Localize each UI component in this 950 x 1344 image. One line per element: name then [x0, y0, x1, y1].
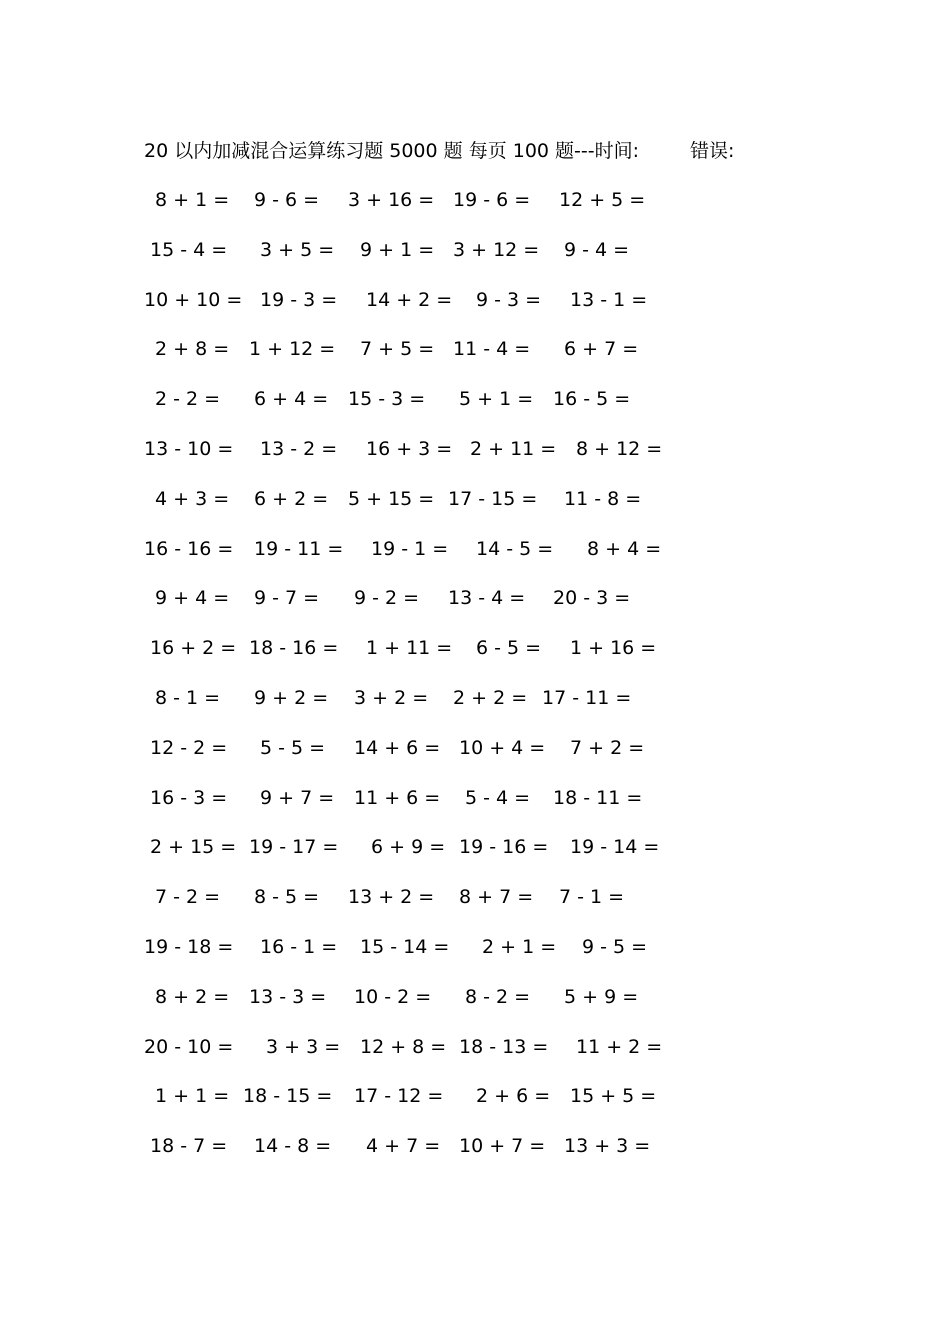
worksheet-title: 20 以内加减混合运算练习题 5000 题 每页 100 题---时间: [144, 140, 640, 162]
problem-item: 12 + 8 = [360, 1035, 447, 1058]
problem-item: 8 - 5 = [254, 886, 320, 909]
problem-item: 19 - 18 = [144, 935, 234, 958]
problem-item: 11 + 2 = [576, 1035, 663, 1058]
problem-row [0, 583, 950, 633]
problem-item: 15 - 4 = [150, 238, 228, 261]
problem-item: 18 - 7 = [150, 1135, 228, 1158]
problem-item: 2 + 15 = [150, 836, 237, 859]
problem-row [0, 1032, 950, 1082]
problem-item: 9 - 7 = [254, 587, 320, 610]
problem-item: 3 + 16 = [348, 189, 435, 211]
problem-item: 3 + 3 = [266, 1035, 341, 1058]
problem-item: 8 + 7 = [459, 886, 534, 909]
problem-item: 5 + 9 = [564, 985, 639, 1008]
problem-item: 5 + 15 = [348, 487, 435, 510]
problem-row [0, 534, 950, 584]
problem-item: 1 + 16 = [570, 637, 657, 660]
problem-item: 18 - 16 = [249, 637, 339, 660]
problem-item: 10 + 4 = [459, 736, 546, 759]
problem-row [0, 683, 950, 733]
problem-row [0, 783, 950, 833]
problem-item: 9 - 2 = [354, 587, 420, 610]
problem-item: 8 + 1 = [155, 189, 230, 211]
problem-item: 4 + 3 = [155, 487, 230, 510]
problem-item: 10 + 10 = [144, 288, 243, 311]
problem-item: 15 - 3 = [348, 388, 426, 411]
problem-item: 5 + 1 = [459, 388, 534, 411]
problem-item: 15 - 14 = [360, 935, 450, 958]
problem-item: 13 - 2 = [260, 437, 338, 460]
problem-item: 9 + 4 = [155, 587, 230, 610]
problem-item: 17 - 15 = [448, 487, 538, 510]
problem-item: 1 + 12 = [249, 338, 336, 361]
problem-row [0, 384, 950, 434]
problem-row [0, 185, 950, 235]
problem-row [0, 484, 950, 534]
problem-item: 6 + 4 = [254, 388, 329, 411]
problem-grid [0, 185, 950, 1181]
problem-item: 2 + 2 = [453, 686, 528, 709]
problem-item: 2 + 8 = [155, 338, 230, 361]
worksheet-header [144, 136, 784, 166]
problem-item: 11 + 6 = [354, 786, 441, 809]
problem-item: 14 + 6 = [354, 736, 441, 759]
problem-row [0, 434, 950, 484]
problem-item: 1 + 1 = [155, 1085, 230, 1108]
problem-item: 9 - 4 = [564, 238, 630, 261]
problem-row [0, 235, 950, 285]
problem-row [0, 285, 950, 335]
problem-item: 6 + 7 = [564, 338, 639, 361]
problem-item: 9 - 5 = [582, 935, 648, 958]
problem-row [0, 882, 950, 932]
problem-item: 13 + 3 = [564, 1135, 651, 1158]
problem-item: 18 - 15 = [243, 1085, 333, 1108]
problem-item: 8 + 2 = [155, 985, 230, 1008]
problem-item: 8 + 4 = [587, 537, 662, 560]
problem-item: 16 - 5 = [553, 388, 631, 411]
problem-item: 20 - 3 = [553, 587, 631, 610]
problem-item: 7 + 5 = [360, 338, 435, 361]
problem-item: 16 - 3 = [150, 786, 228, 809]
problem-item: 9 + 2 = [254, 686, 329, 709]
problem-row [0, 982, 950, 1032]
problem-row [0, 334, 950, 384]
problem-item: 3 + 2 = [354, 686, 429, 709]
problem-item: 5 - 5 = [260, 736, 326, 759]
problem-item: 9 - 6 = [254, 189, 320, 211]
problem-row [0, 1131, 950, 1181]
problem-item: 5 - 4 = [465, 786, 531, 809]
problem-item: 10 + 7 = [459, 1135, 546, 1158]
problem-item: 14 - 5 = [476, 537, 554, 560]
problem-item: 2 + 6 = [476, 1085, 551, 1108]
problem-item: 19 - 17 = [249, 836, 339, 859]
problem-item: 13 - 3 = [249, 985, 327, 1008]
problem-item: 1 + 11 = [366, 637, 453, 660]
problem-item: 6 - 5 = [476, 637, 542, 660]
problem-item: 20 - 10 = [144, 1035, 234, 1058]
problem-item: 19 - 16 = [459, 836, 549, 859]
problem-item: 19 - 14 = [570, 836, 660, 859]
problem-item: 12 + 5 = [559, 189, 646, 211]
errors-label: 错误: [690, 140, 735, 162]
problem-item: 18 - 11 = [553, 786, 643, 809]
problem-row [0, 633, 950, 683]
problem-row [0, 733, 950, 783]
problem-item: 9 + 7 = [260, 786, 335, 809]
problem-item: 19 - 3 = [260, 288, 338, 311]
problem-item: 13 - 4 = [448, 587, 526, 610]
problem-row [0, 932, 950, 982]
problem-item: 6 + 2 = [254, 487, 329, 510]
problem-item: 10 - 2 = [354, 985, 432, 1008]
problem-item: 8 - 1 = [155, 686, 221, 709]
problem-item: 14 + 2 = [366, 288, 453, 311]
problem-item: 11 - 4 = [453, 338, 531, 361]
problem-item: 7 + 2 = [570, 736, 645, 759]
problem-item: 2 + 11 = [470, 437, 557, 460]
problem-item: 12 - 2 = [150, 736, 228, 759]
problem-item: 6 + 9 = [371, 836, 446, 859]
problem-item: 7 - 2 = [155, 886, 221, 909]
problem-item: 19 - 1 = [371, 537, 449, 560]
problem-item: 18 - 13 = [459, 1035, 549, 1058]
problem-item: 13 + 2 = [348, 886, 435, 909]
problem-item: 11 - 8 = [564, 487, 642, 510]
problem-item: 7 - 1 = [559, 886, 625, 909]
problem-item: 16 - 1 = [260, 935, 338, 958]
problem-item: 8 - 2 = [465, 985, 531, 1008]
problem-item: 9 + 1 = [360, 238, 435, 261]
problem-item: 16 - 16 = [144, 537, 234, 560]
problem-item: 15 + 5 = [570, 1085, 657, 1108]
problem-item: 16 + 3 = [366, 437, 453, 460]
problem-item: 19 - 6 = [453, 189, 531, 211]
problem-item: 13 - 1 = [570, 288, 648, 311]
problem-item: 9 - 3 = [476, 288, 542, 311]
problem-item: 8 + 12 = [576, 437, 663, 460]
problem-item: 17 - 12 = [354, 1085, 444, 1108]
problem-item: 3 + 12 = [453, 238, 540, 261]
problem-item: 13 - 10 = [144, 437, 234, 460]
problem-row [0, 832, 950, 882]
problem-item: 4 + 7 = [366, 1135, 441, 1158]
problem-item: 17 - 11 = [542, 686, 632, 709]
problem-row [0, 1081, 950, 1131]
problem-item: 3 + 5 = [260, 238, 335, 261]
problem-item: 19 - 11 = [254, 537, 344, 560]
problem-item: 14 - 8 = [254, 1135, 332, 1158]
problem-item: 2 - 2 = [155, 388, 221, 411]
problem-item: 2 + 1 = [482, 935, 557, 958]
problem-item: 16 + 2 = [150, 637, 237, 660]
